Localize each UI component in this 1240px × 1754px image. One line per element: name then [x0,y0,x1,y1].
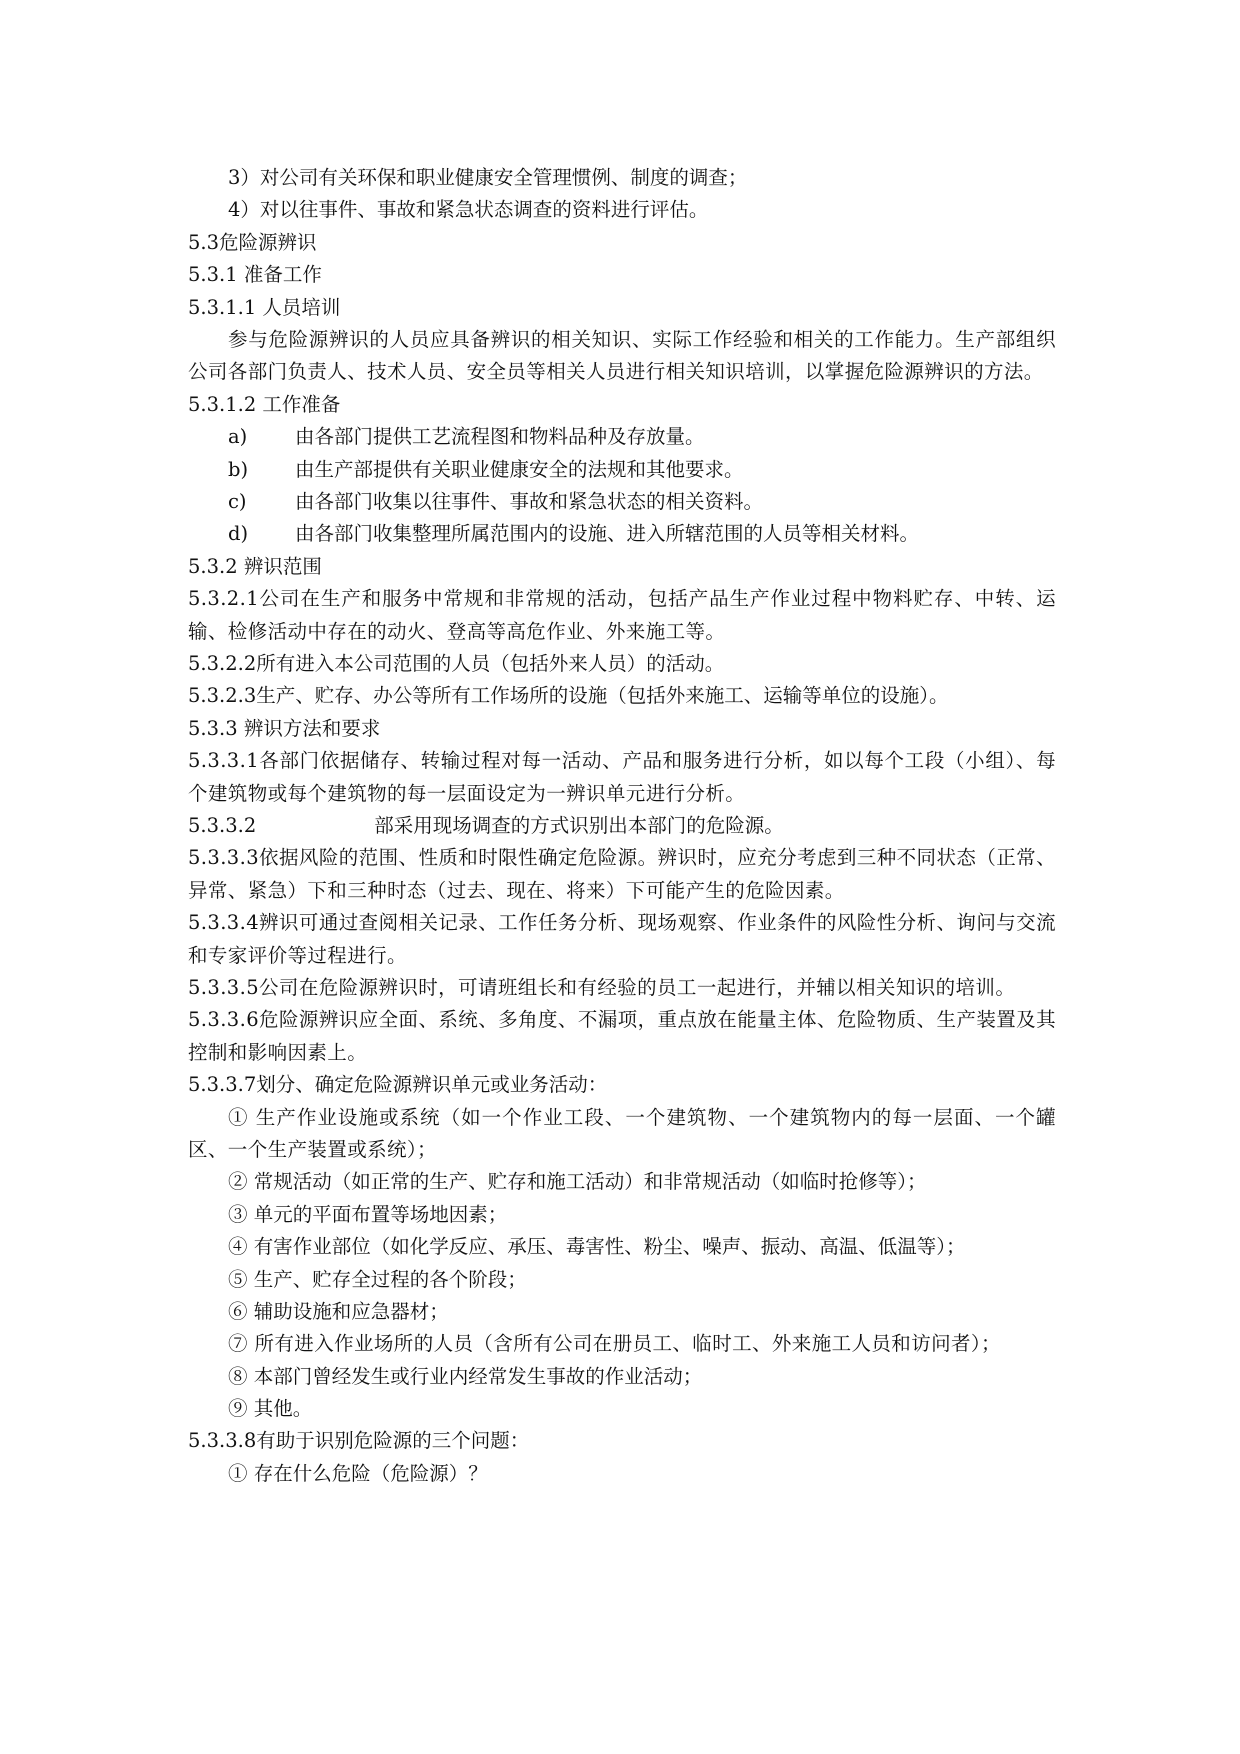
clause-number: 5.3.3.2 [188,813,257,837]
document-body [188,162,1056,1490]
list-item [188,486,1056,518]
section-heading: 5.3.1.1 人员培训 [188,295,341,319]
paragraph: 5.3.2.2所有进入本公司范围的人员（包括外来人员）的活动。 [188,651,725,675]
paragraph: 5.3.3.3依据风险的范围、性质和时限性确定危险源。辨识时，应充分考虑到三种不同状态（正常、异常、紧急）下和三种时态（过去、现在、将来）下可能产生的危险因素。 [188,846,1056,902]
paragraph: 5.3.3.4辨识可通过查阅相关记录、工作任务分析、现场观察、作业条件的风险性分析、询问与交流和专家评价等过程进行。 [188,911,1056,967]
list-item [188,421,1056,453]
section-heading: 5.3.3 辨识方法和要求 [188,716,381,740]
paragraph: 4）对以往事件、事故和紧急状态调查的资料进行评估。 [228,198,709,222]
list-item: ⑦ 所有进入作业场所的人员（含所有公司在册员工、临时工、外来施工人员和访问者）； [228,1332,1001,1356]
list-marker: b) [228,457,249,481]
list-item: ④ 有害作业部位（如化学反应、承压、毒害性、粉尘、噪声、振动、高温、低温等）； [228,1235,966,1259]
list-item-text: 由各部门收集整理所属范围内的设施、进入所辖范围的人员等相关材料。 [295,522,920,546]
list-item: ⑨ 其他。 [228,1397,313,1421]
paragraph: 5.3.3.5公司在危险源辨识时，可请班组长和有经验的员工一起进行，并辅以相关知识的培训。 [188,975,1016,999]
list-item-text: 由各部门提供工艺流程图和物料品种及存放量。 [295,425,705,449]
paragraph: 5.3.3.7划分、确定危险源辨识单元或业务活动： [188,1073,608,1097]
list-item: ① 生产作业设施或系统（如一个作业工段、一个建筑物、一个建筑物内的每一层面、一个罐区、一个生产装置或系统）； [188,1105,1056,1161]
list-item: ③ 单元的平面布置等场地因素； [228,1202,508,1226]
list-item: ② 常规活动（如正常的生产、贮存和施工活动）和非常规活动（如临时抢修等）； [228,1170,927,1194]
section-heading: 5.3危险源辨识 [188,230,317,254]
paragraph: 5.3.2.1公司在生产和服务中常规和非常规的活动，包括产品生产作业过程中物料贮存、中转、运输、检修活动中存在的动火、登高等高危作业、外来施工等。 [188,587,1056,643]
list-item: ① 存在什么危险（危险源）？ [228,1461,488,1485]
list-item-text: 由各部门收集以往事件、事故和紧急状态的相关资料。 [295,489,764,513]
list-item: ⑤ 生产、贮存全过程的各个阶段； [228,1267,527,1291]
section-heading: 5.3.2 辨识范围 [188,554,322,578]
paragraph: 5.3.3.6危险源辨识应全面、系统、多角度、不漏项，重点放在能量主体、危险物质、生产装置及其控制和影响因素上。 [188,1008,1056,1064]
section-heading: 5.3.1.2 工作准备 [188,392,341,416]
list-item [188,518,1056,550]
list-item: ⑧ 本部门曾经发生或行业内经常发生事故的作业活动； [228,1364,703,1388]
list-item: ⑥ 辅助设施和应急器材； [228,1299,449,1323]
paragraph: 5.3.3.1各部门依据储存、转输过程对每一活动、产品和服务进行分析，如以每个工段（小组）、每个建筑物或每个建筑物的每一层面设定为一辨识单元进行分析。 [188,749,1056,805]
list-marker: a) [228,425,248,449]
paragraph: 3）对公司有关环保和职业健康安全管理惯例、制度的调查； [228,166,748,189]
list-item-text: 由生产部提供有关职业健康安全的法规和其他要求。 [295,457,744,481]
clause-text: 部采用现场调查的方式识别出本部门的危险源。 [374,813,784,837]
list-marker: c) [228,489,247,513]
list-item [188,454,1056,486]
paragraph: 5.3.2.3生产、贮存、办公等所有工作场所的设施（包括外来施工、运输等单位的设施）。 [188,684,949,708]
list-marker: d) [228,522,249,546]
section-heading: 5.3.1 准备工作 [188,263,322,287]
paragraph: 5.3.3.8有助于识别危险源的三个问题： [188,1429,530,1453]
paragraph [188,810,1056,842]
paragraph: 参与危险源辨识的人员应具备辨识的相关知识、实际工作经验和相关的工作能力。生产部组织公司各部门负责人、技术人员、安全员等相关人员进行相关知识培训，以掌握危险源辨识的方法。 [188,327,1056,384]
